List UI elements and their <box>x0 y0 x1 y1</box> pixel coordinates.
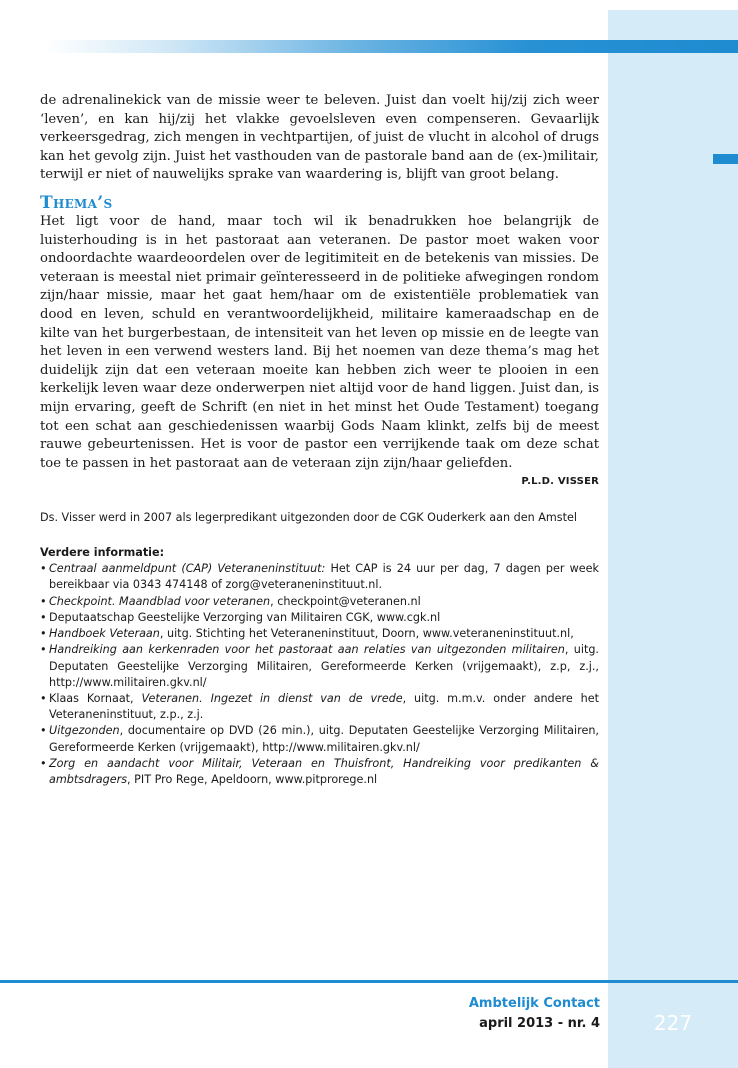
info-title: Verdere informatie: <box>40 546 165 560</box>
magazine-issue: april 2013 - nr. 4 <box>479 1016 600 1031</box>
main-paragraph: Het ligt voor de hand, maar toch wil ik benadrukken hoe belangrijk de luisterhouding is in het pastoraat aan veteranen. De pastor moet waken voor ondoordachte waardeoordelen over de legitimiteit en de betekenis van missies. De veteraan is meestal niet primair geïnteresseerd in de politieke afwegingen rondom zijn/haar missie, maar het gaat hem/haar om de existentiële problematiek van dood en leven, schuld en verantwoordelijkheid, militaire kameraadschap en de kilte van het burgerbestaan, de intensiteit van het leven op missie en de leegte van het leven in een verwend westers land. Bij het noemen van deze thema’s mag het duidelijk zijn dat een veteraan moeite kan hebben zich weer te plooien in een kerkelijk leven waar deze onderwerpen niet altijd voor de hand liggen. Juist dan, is mijn ervaring, geeft de Schrift (en niet in het minst het Oude Testament) toegang tot een schat aan geschiedenissen waarbij Gods Naam klinkt, zelfs bij de meest rauwe gebeurtenissen. Het is voor de pastor een verrijkende taak om deze schat toe te passen in het pastoraat aan de veteraan zijn zijn/haar geliefden. <box>40 213 599 471</box>
info-item: • Klaas Kornaat, Veteranen. Ingezet in dienst van de vrede, uitg. m.m.v. onder andere het Veteraneninstituut, z.p., z.j. <box>40 691 599 723</box>
info-item: • Handboek Veteraan, uitg. Stichting het Veteraneninstituut, Doorn, www.veteraneninstituut.nl, <box>40 626 599 642</box>
article-column <box>40 92 599 788</box>
author-bio: Ds. Visser werd in 2007 als legerpredikant uitgezonden door de CGK Ouderkerk aan den Amstel <box>40 511 577 525</box>
info-list <box>40 561 599 788</box>
info-item: • Deputaatschap Geestelijke Verzorging van Militairen CGK, www.cgk.nl <box>40 610 599 626</box>
author-signature: P.L.D. VISSER <box>521 476 599 488</box>
info-item: • Zorg en aandacht voor Militair, Veteraan en Thuisfront, Handreiking voor predikanten & ambtsdragers, PIT Pro Rege, Apeldoorn, www.pitprorege.nl <box>40 756 599 788</box>
info-item: • Centraal aanmeldpunt (CAP) Veteraneninstituut: Het CAP is 24 uur per dag, 7 dagen per week bereikbaar via 0343 474148 of zorg@veteraneninstituut.nl. <box>40 561 599 593</box>
header-gradient-bar <box>46 40 738 53</box>
footer-rule <box>0 980 738 983</box>
info-item: • Uitgezonden, documentaire op DVD (26 min.), uitg. Deputaten Geestelijke Verzorging Militairen, Gereformeerde Kerken (vrijgemaakt), http://www.militairen.gkv.nl/ <box>40 723 599 755</box>
intro-paragraph: de adrenalinekick van de missie weer te beleven. Juist dan voelt hij/zij zich weer ‘leven’, en kan hij/zij het vlakke gevoelsleven even compenseren. Gevaarlijk verkeersgedrag, zich mengen in vechtpartijen, of juist de vlucht in alcohol of drugs kan het gevolg zijn. Juist het vasthouden van de pastorale band aan de (ex-)militair, terwijl er niet of nauwelijks sprake van waardering is, blijft van groot belang. <box>40 93 599 183</box>
article-body <box>40 92 599 487</box>
page-number: 227 <box>653 1011 693 1035</box>
magazine-title: Ambtelijk Contact <box>468 996 600 1011</box>
info-item: • Handreiking aan kerkenraden voor het pastoraat aan relaties van uitgezonden militairen, uitg. Deputaten Geestelijke Verzorging Militairen, Gereformeerde Kerken (vrijgemaakt), z.p, z.j., http://www.militairen.gkv.nl/ <box>40 642 599 691</box>
sidebar-band <box>608 10 738 1068</box>
info-item: • Checkpoint. Maandblad voor veteranen, checkpoint@veteranen.nl <box>40 594 599 610</box>
side-marker <box>713 154 738 164</box>
section-heading: Thema’s <box>40 192 113 213</box>
